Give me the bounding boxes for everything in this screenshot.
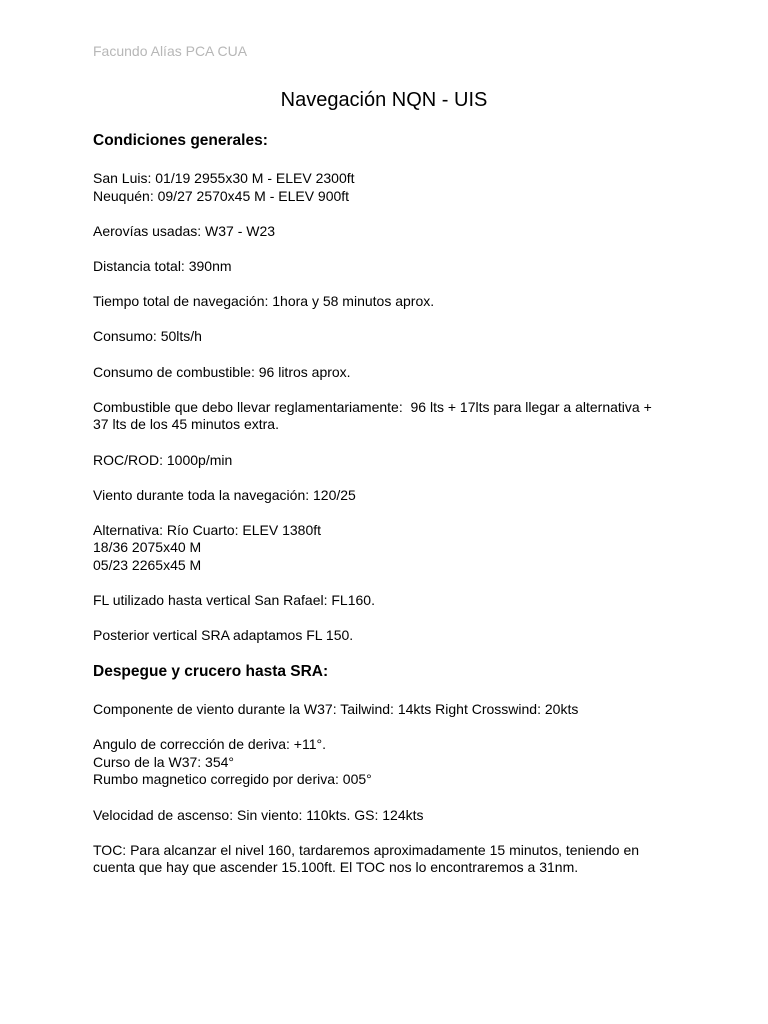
text-line: Posterior vertical SRA adaptamos FL 150.	[93, 627, 354, 644]
text-line: Consumo: 50lts/h	[93, 328, 202, 345]
text-line: Angulo de corrección de deriva: +11°.	[93, 736, 326, 753]
paragraph	[93, 522, 683, 575]
paragraph	[93, 627, 683, 645]
text-line: 18/36 2075x40 M	[93, 539, 202, 556]
paragraph	[93, 736, 683, 789]
text-line: Velocidad de ascenso: Sin viento: 110kts. GS: 124kts	[93, 806, 424, 823]
text-line: TOC: Para alcanzar el nivel 160, tardaremos aproximadamente 15 minutos, teniendo en	[93, 841, 640, 858]
text-line: 05/23 2265x45 M	[93, 557, 202, 574]
section-heading: Despegue y crucero hasta SRA:	[93, 663, 329, 681]
text-line: Neuquén: 09/27 2570x45 M - ELEV 900ft	[93, 187, 350, 204]
document-title: Navegación NQN - UIS	[280, 89, 488, 111]
paragraph	[93, 223, 683, 241]
paragraph	[93, 701, 683, 719]
text-line: ROC/ROD: 1000p/min	[93, 451, 233, 468]
text-line: Distancia total: 390nm	[93, 257, 232, 274]
text-line: Alternativa: Río Cuarto: ELEV 1380ft	[93, 521, 322, 538]
paragraph	[93, 807, 683, 825]
text-line: Curso de la W37: 354°	[93, 753, 235, 770]
paragraph	[93, 293, 683, 311]
text-line: Combustible que debo llevar reglamentariamente: 96 lts + 17lts para llegar a alternativa +	[93, 398, 652, 415]
text-line: 37 lts de los 45 minutos extra.	[93, 416, 279, 433]
paragraph	[93, 364, 683, 382]
text-line: San Luis: 01/19 2955x30 M - ELEV 2300ft	[93, 170, 355, 186]
section-heading: Condiciones generales:	[93, 132, 268, 149]
paragraph	[93, 170, 683, 205]
paragraph	[93, 258, 683, 276]
paragraph	[93, 452, 683, 470]
paragraph	[93, 328, 683, 346]
text-line: Rumbo magnetico corregido por deriva: 005°	[93, 771, 372, 788]
text-line: Consumo de combustible: 96 litros aprox.	[93, 363, 351, 380]
paragraph	[93, 487, 683, 505]
text-line: cuenta que hay que ascender 15.100ft. El TOC nos lo encontraremos a 31nm.	[93, 859, 579, 876]
text-line: Aerovías usadas: W37 - W23	[93, 222, 276, 239]
text-line: Viento durante toda la navegación: 120/25	[93, 486, 356, 503]
document-body	[93, 130, 683, 877]
paragraph	[93, 592, 683, 610]
paragraph	[93, 842, 683, 877]
text-line: Tiempo total de navegación: 1hora y 58 minutos aprox.	[93, 293, 435, 310]
text-line: Componente de viento durante la W37: Tailwind: 14kts Right Crosswind: 20kts	[93, 701, 579, 718]
text-line: FL utilizado hasta vertical San Rafael: FL160.	[93, 592, 375, 609]
paragraph	[93, 399, 683, 434]
header-note: Facundo Alías PCA CUA	[93, 43, 248, 59]
